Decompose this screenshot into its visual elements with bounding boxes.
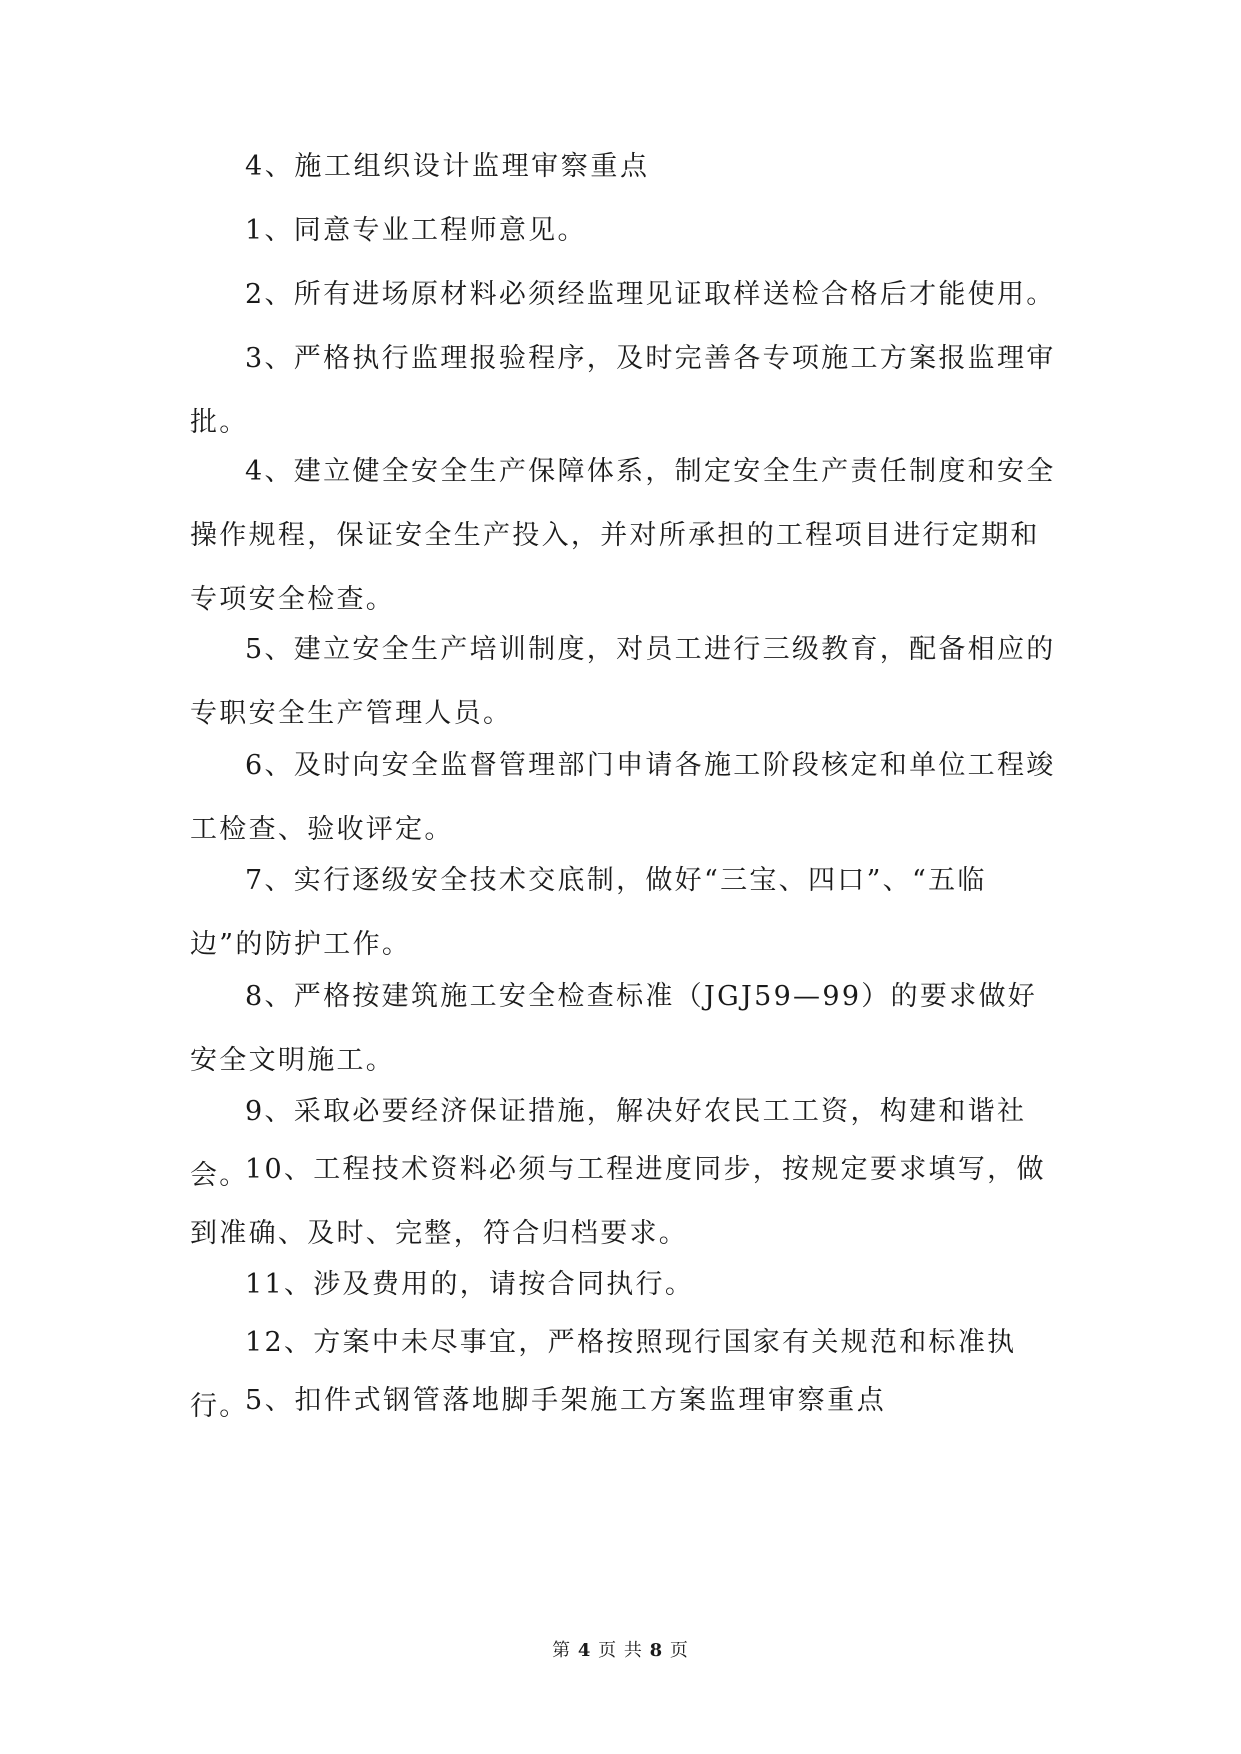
section-heading-5: 5、扣件式钢管落地脚手架施工方案监理审察重点 [245,1385,887,1416]
footer-total-pages: 8 [649,1640,664,1661]
paragraph-11: 11、涉及费用的，请按合同执行。 [245,1269,695,1300]
paragraph-7: 7、实行逐级安全技术交底制，做好“三宝、四口”、“五临边”的防护工作。 [190,865,987,960]
paragraph-1: 1、同意专业工程师意见。 [245,215,587,246]
paragraph-3: 3、严格执行监理报验程序，及时完善各专项施工方案报监理审批。 [190,343,1056,438]
footer-current-page: 4 [577,1640,592,1661]
paragraph-6: 6、及时向安全监督管理部门申请各施工阶段核定和单位工程竣工检查、验收评定。 [190,750,1056,845]
paragraph-4: 4、建立健全安全生产保障体系，制定安全生产责任制度和安全操作规程，保证安全生产投入，并对所承担的工程项目进行定期和专项安全检查。 [190,456,1056,615]
paragraph-12: 12、方案中未尽事宜，严格按照现行国家有关规范和标准执行。 [190,1327,1017,1422]
paragraph-5: 5、建立安全生产培训制度，对员工进行三级教育，配备相应的专职安全生产管理人员。 [190,634,1056,729]
paragraph-2: 2、所有进场原材料必须经监理见证取样送检合格后才能使用。 [245,279,1056,310]
paragraph-9: 9、采取必要经济保证措施，解决好农民工工资，构建和谐社会。 [190,1096,1027,1191]
paragraph-8: 8、严格按建筑施工安全检查标准（JGJ59—99）的要求做好安全文明施工。 [190,981,1038,1076]
footer-prefix: 第 [552,1640,572,1661]
section-heading-4: 4、施工组织设计监理审察重点 [245,151,650,182]
footer-suffix: 页 [669,1640,689,1661]
paragraph-10: 10、工程技术资料必须与工程进度同步，按规定要求填写，做到准确、及时、完整，符合归档要求。 [190,1154,1046,1249]
footer-middle: 页 共 [598,1640,643,1661]
page-footer [0,1636,1241,1662]
